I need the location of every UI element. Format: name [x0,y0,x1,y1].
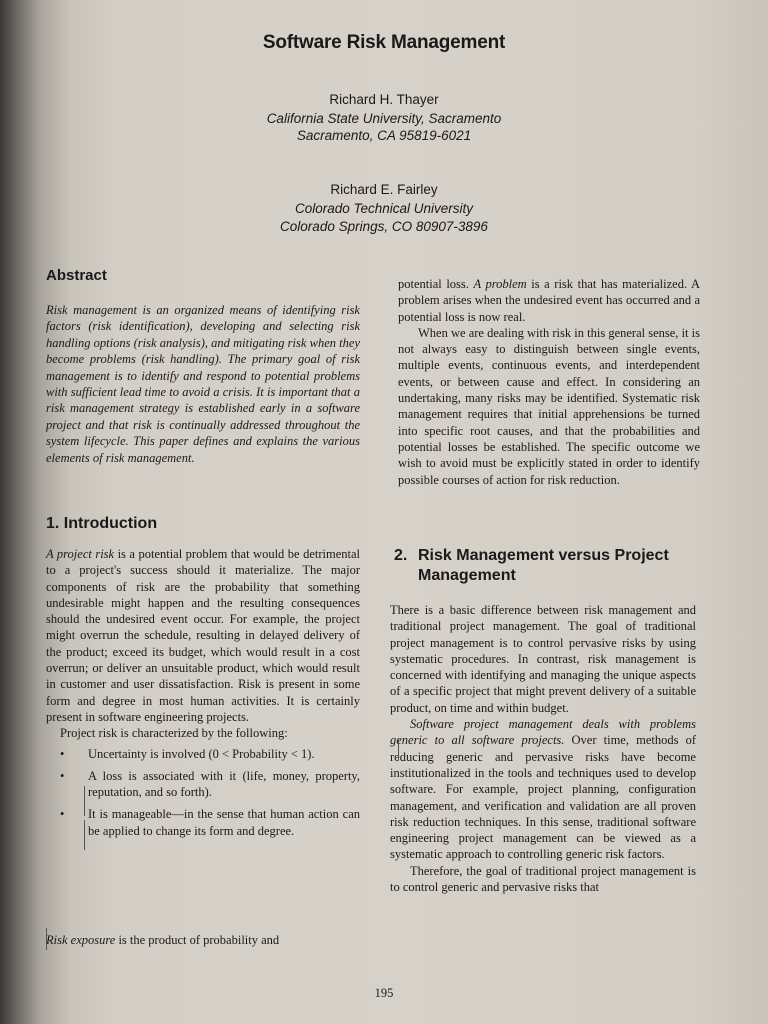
paragraph: Therefore, the goal of traditional project management is to control generic and pervasive risks that [390,863,696,895]
heading-line: Management [418,567,516,584]
abstract-text: Risk management is an organized means of identifying risk factors (risk identification), developing and selecting risk handling options (risk analysis), and mitigating risk when they become problems (risk handling). The primary goal of risk management is to identify and respond to potential problems with sufficient lead time to avoid a crisis. It is important that a risk management strategy is established early in a software project and that risk is continually addressed throughout the system lifecycle. This paper defines and explains the various elements of risk management. [46,303,360,465]
paragraph [390,716,696,863]
author-name: Richard H. Thayer [329,92,439,107]
abstract-heading: Abstract [46,267,107,284]
term: A project risk [46,547,115,561]
paragraph [46,546,360,725]
paragraph-text: potential loss. [398,277,474,291]
author-name: Richard E. Fairley [330,182,438,197]
term: Risk exposure [46,933,116,947]
section-number: 2. [394,547,408,564]
list-item: • It is manageable—in the sense that human action can be applied to change its form and degree. [46,806,360,839]
bullet-list [46,746,360,839]
right-column-body [398,276,700,488]
term: A problem [473,277,527,291]
paragraph-text: Over time, methods of reducing generic and pervasive risks have become institutionalized in the tools and techniques used to develop software. For example, project planning, configuration management, and verification and validation are all proven risk reduction techniques. In this sense, traditional software engineering project management can be viewed as a systematic approach to controlling generic risk factors. [390,733,696,862]
paragraph-text: is a risk that has materialized. A problem arises when the undesired event has occurred and a potential loss is now real. [398,277,700,324]
author-address: Sacramento, CA 95819-6021 [296,128,472,143]
paragraph: When we are dealing with risk in this general sense, it is not always easy to distinguish between single events, multiple events, continuous events, and interdependent events, or between cause and effect. In considering an undertaking, many risks may be identified. Systematic risk management requires that initial apprehensions be turned into specific root causes, and that the probabilities and potential losses be established. The specific outcome we wish to avoid must be explicitly stated in order to identify possible courses of action for risk reduction. [398,325,700,487]
author-affiliation: Colorado Technical University [294,201,474,216]
author-affiliation: California State University, Sacramento [266,111,502,126]
list-item: • Uncertainty is involved (0 < Probability < 1). [46,746,360,762]
heading-line: Risk Management versus Project [418,547,669,564]
paragraph-text: is a potential problem that would be detrimental to a project's success should it materialize. The major components of risk are the probability that something undesirable might happen and the resulting consequences should the undesired event occur. For example, the project might overrun the schedule, resulting in delayed delivery of the product; exceed its budget, which would result in a cost overrun; or deliver an unsuitable product, which would result in customer and user dissatisfaction. Risk is present in some form and degree in most human activities. It is certainly present in software engineering projects. [46,547,360,724]
page-number: 195 [374,986,394,1000]
section-2-body [390,602,696,895]
paragraph: There is a basic difference between risk management and traditional project management. The goal of traditional project management is to control pervasive risks by using systematic procedures. In contrast, risk management is concerned with identifying and managing the unique aspects of a specific project that might prevent delivery of a suitable product, on time and within budget. [390,603,696,715]
paper-title: Software Risk Management [262,32,506,53]
section-heading-risk-vs-project [394,546,714,586]
introduction-body [46,546,360,845]
paragraph [398,276,700,325]
paragraph [46,932,360,948]
list-item: • A loss is associated with it (life, money, property, reputation, and so forth). [46,768,360,801]
paragraph: Project risk is characterized by the following: [60,726,288,741]
section-heading-introduction: 1. Introduction [46,515,158,532]
italic-sentence: Software project management deals with problems generic to all software projects. [390,717,696,748]
paragraph-text: is the product of probability and [115,933,280,947]
author-address: Colorado Springs, CO 80907-3896 [280,219,488,234]
